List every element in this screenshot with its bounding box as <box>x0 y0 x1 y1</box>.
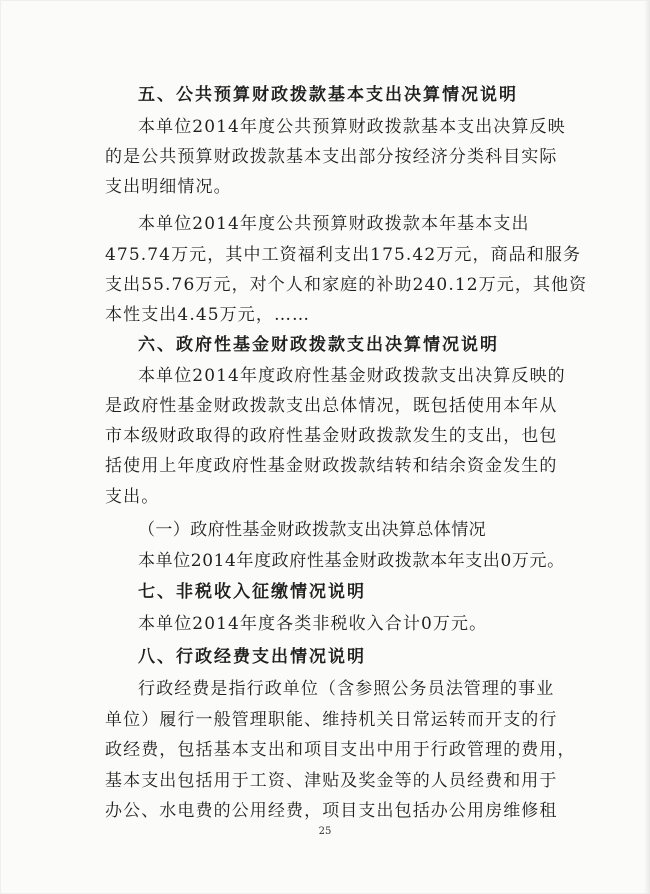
section-5-paragraph-2-line-1: 本单位2014年度公共预算财政拨款本年基本支出 <box>138 214 530 234</box>
section-5-paragraph-1-line-3: 支出明细情况。 <box>105 177 232 197</box>
section-5-paragraph-2-line-3: 支出55.76万元，对个人和家庭的补助240.12万元，其他资 <box>105 275 588 295</box>
scan-edge-shadow <box>644 0 650 894</box>
section-8-paragraph-1-line-4: 基本支出包括用于工资、津贴及奖金等的人员经费和用于 <box>105 771 558 791</box>
section-8-paragraph-1-line-5: 办公、水电费的公用经费，项目支出包括办公用房维修租 <box>105 801 558 821</box>
section-5-paragraph-2-line-4: 本性支出4.45万元，…… <box>105 305 311 325</box>
section-7-paragraph-1: 本单位2014年度各类非税收入合计0万元。 <box>138 614 488 634</box>
section-6-heading: 六、政府性基金财政拨款支出决算情况说明 <box>138 335 499 355</box>
section-6-paragraph-1-line-2: 是政府性基金财政拨款支出总体情况，既包括使用本年从 <box>105 396 558 416</box>
section-5-paragraph-2-line-2: 475.74万元，其中工资福利支出175.42万元，商品和服务 <box>105 245 582 265</box>
section-7-heading: 七、非税收入征缴情况说明 <box>138 582 366 602</box>
section-6-paragraph-1-line-4: 括使用上年度政府性基金财政拨款结转和结余资金发生的 <box>105 456 558 476</box>
section-8-paragraph-1-line-1: 行政经费是指行政单位（含参照公务员法管理的事业 <box>138 679 555 699</box>
section-6-paragraph-1-line-1: 本单位2014年度政府性基金财政拨款支出决算反映的 <box>138 366 566 386</box>
section-6-paragraph-1-line-3: 市本级财政取得的政府性基金财政拨款发生的支出，也包 <box>105 426 558 446</box>
section-5-paragraph-1-line-2: 的是公共预算财政拨款基本支出部分按经济分类科目实际 <box>105 147 558 167</box>
section-6-paragraph-2: 本单位2014年度政府性基金财政拨款本年支出0万元。 <box>138 551 565 571</box>
section-5-paragraph-1-line-1: 本单位2014年度公共预算财政拨款基本支出决算反映 <box>138 117 566 137</box>
section-8-paragraph-1-line-3: 政经费，包括基本支出和项目支出中用于行政管理的费用， <box>105 740 576 760</box>
section-5-heading: 五、公共预算财政拨款基本支出决算情况说明 <box>138 85 518 105</box>
section-6-paragraph-1-line-5: 支出。 <box>105 487 160 507</box>
section-8-heading: 八、行政经费支出情况说明 <box>138 647 366 667</box>
page-number: 25 <box>318 826 332 837</box>
section-6-subheading: （一）政府性基金财政拨款支出决算总体情况 <box>138 520 486 540</box>
section-8-paragraph-1-line-2: 单位）履行一般管理职能、维持机关日常运转而开支的行 <box>105 710 558 730</box>
